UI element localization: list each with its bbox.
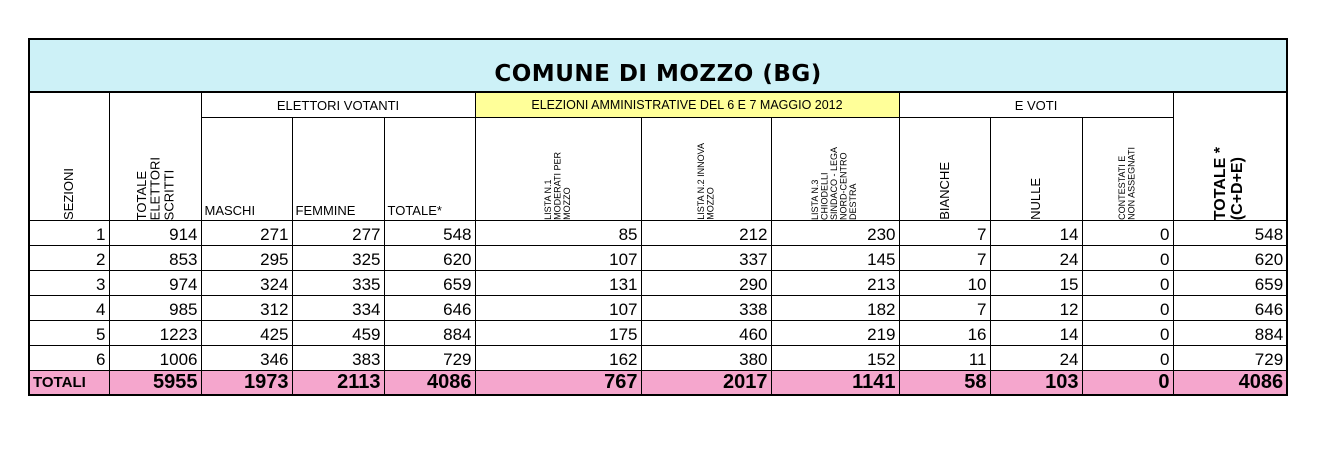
- table-cell: 277: [292, 221, 384, 246]
- table-cell: 0: [1082, 246, 1173, 271]
- table-cell: 659: [384, 271, 475, 296]
- table-cell: 107: [475, 296, 641, 321]
- table-cell: 7: [899, 296, 990, 321]
- totals-label: TOTALI: [29, 371, 109, 396]
- table-cell: 334: [292, 296, 384, 321]
- table-cell: 107: [475, 246, 641, 271]
- table-cell: 295: [201, 246, 292, 271]
- table-cell: 646: [1173, 296, 1287, 321]
- totals-cell: 4086: [1173, 371, 1287, 396]
- table-cell: 213: [771, 271, 899, 296]
- table-cell: 14: [990, 221, 1082, 246]
- table-cell: 324: [201, 271, 292, 296]
- table-cell: 659: [1173, 271, 1287, 296]
- table-cell: 548: [1173, 221, 1287, 246]
- table-cell: 459: [292, 321, 384, 346]
- totals-cell: 0: [1082, 371, 1173, 396]
- totals-cell: 2113: [292, 371, 384, 396]
- header-lista3: LISTA N.3 CHIODELLI SINDACO - LEGA NORD-CENTRO DESTRA: [771, 118, 899, 221]
- totals-cell: 767: [475, 371, 641, 396]
- table-cell: 14: [990, 321, 1082, 346]
- table-row: [29, 296, 1287, 321]
- table-cell: 0: [1082, 296, 1173, 321]
- table-cell: 338: [641, 296, 771, 321]
- table-cell: 152: [771, 346, 899, 371]
- header-sezioni: SEZIONI: [29, 92, 109, 221]
- table-cell: 16: [899, 321, 990, 346]
- header-lista2: LISTA N.2 INNOVA MOZZO: [641, 118, 771, 221]
- table-cell: 620: [384, 246, 475, 271]
- group-elezioni: ELEZIONI AMMINISTRATIVE DEL 6 E 7 MAGGIO 2012: [475, 92, 899, 118]
- totals-cell: 1973: [201, 371, 292, 396]
- table-cell: 985: [109, 296, 201, 321]
- table-row: [29, 321, 1287, 346]
- table-cell: 380: [641, 346, 771, 371]
- table-cell: 7: [899, 221, 990, 246]
- table-cell: 24: [990, 246, 1082, 271]
- totals-cell: 103: [990, 371, 1082, 396]
- table-cell: 1006: [109, 346, 201, 371]
- results-sheet: [28, 38, 1286, 396]
- table-cell: 1223: [109, 321, 201, 346]
- table-cell: 212: [641, 221, 771, 246]
- table-cell: 290: [641, 271, 771, 296]
- header-contestati: CONTESTATI E NON ASSEGNATI: [1082, 118, 1173, 221]
- table-cell: 182: [771, 296, 899, 321]
- totals-row: [29, 371, 1287, 396]
- header-maschi: MASCHI: [201, 118, 292, 221]
- table-cell: 24: [990, 346, 1082, 371]
- table-cell: 2: [29, 246, 109, 271]
- table-row: [29, 271, 1287, 296]
- group-elettori-votanti: ELETTORI VOTANTI: [201, 92, 475, 118]
- table-cell: 230: [771, 221, 899, 246]
- table-cell: 7: [899, 246, 990, 271]
- table-row: [29, 346, 1287, 371]
- totals-cell: 1141: [771, 371, 899, 396]
- table-cell: 460: [641, 321, 771, 346]
- table-cell: 884: [1173, 321, 1287, 346]
- table-cell: 548: [384, 221, 475, 246]
- table-cell: 162: [475, 346, 641, 371]
- table-cell: 145: [771, 246, 899, 271]
- table-cell: 219: [771, 321, 899, 346]
- election-results-table: [28, 38, 1288, 396]
- table-cell: 4: [29, 296, 109, 321]
- table-cell: 3: [29, 271, 109, 296]
- table-cell: 974: [109, 271, 201, 296]
- table-cell: 346: [201, 346, 292, 371]
- table-cell: 15: [990, 271, 1082, 296]
- data-rows: [29, 221, 1287, 371]
- table-cell: 729: [384, 346, 475, 371]
- table-cell: 884: [384, 321, 475, 346]
- table-cell: 620: [1173, 246, 1287, 271]
- totals-cell: 2017: [641, 371, 771, 396]
- group-e-voti: E VOTI: [899, 92, 1173, 118]
- table-cell: 914: [109, 221, 201, 246]
- table-cell: 383: [292, 346, 384, 371]
- table-cell: 271: [201, 221, 292, 246]
- header-lista1: LISTA N.1 MODERATI PER MOZZO: [475, 118, 641, 221]
- totals-cell: 5955: [109, 371, 201, 396]
- header-femmine: FEMMINE: [292, 118, 384, 221]
- header-nulle: NULLE: [990, 118, 1082, 221]
- table-cell: 85: [475, 221, 641, 246]
- table-cell: 12: [990, 296, 1082, 321]
- table-cell: 131: [475, 271, 641, 296]
- table-cell: 11: [899, 346, 990, 371]
- table-cell: 425: [201, 321, 292, 346]
- table-cell: 729: [1173, 346, 1287, 371]
- title-banner: [29, 39, 1287, 92]
- page-title: COMUNE DI MOZZO (BG): [494, 61, 822, 87]
- totals-cell: 58: [899, 371, 990, 396]
- table-row: [29, 221, 1287, 246]
- table-cell: 325: [292, 246, 384, 271]
- table-cell: 175: [475, 321, 641, 346]
- totals-cell: 4086: [384, 371, 475, 396]
- table-cell: 335: [292, 271, 384, 296]
- table-cell: 10: [899, 271, 990, 296]
- table-cell: 0: [1082, 321, 1173, 346]
- table-row: [29, 246, 1287, 271]
- table-cell: 1: [29, 221, 109, 246]
- header-bianche: BIANCHE: [899, 118, 990, 221]
- table-cell: 0: [1082, 271, 1173, 296]
- table-cell: 6: [29, 346, 109, 371]
- table-cell: 5: [29, 321, 109, 346]
- header-totale-elettori: TOTALE ELETTORI SCRITTI: [109, 92, 201, 221]
- table-cell: 646: [384, 296, 475, 321]
- table-cell: 312: [201, 296, 292, 321]
- header-totale-cde: TOTALE * (C+D+E): [1173, 92, 1287, 221]
- table-cell: 0: [1082, 221, 1173, 246]
- table-cell: 853: [109, 246, 201, 271]
- header-totale-votanti: TOTALE*: [384, 118, 475, 221]
- table-cell: 0: [1082, 346, 1173, 371]
- table-cell: 337: [641, 246, 771, 271]
